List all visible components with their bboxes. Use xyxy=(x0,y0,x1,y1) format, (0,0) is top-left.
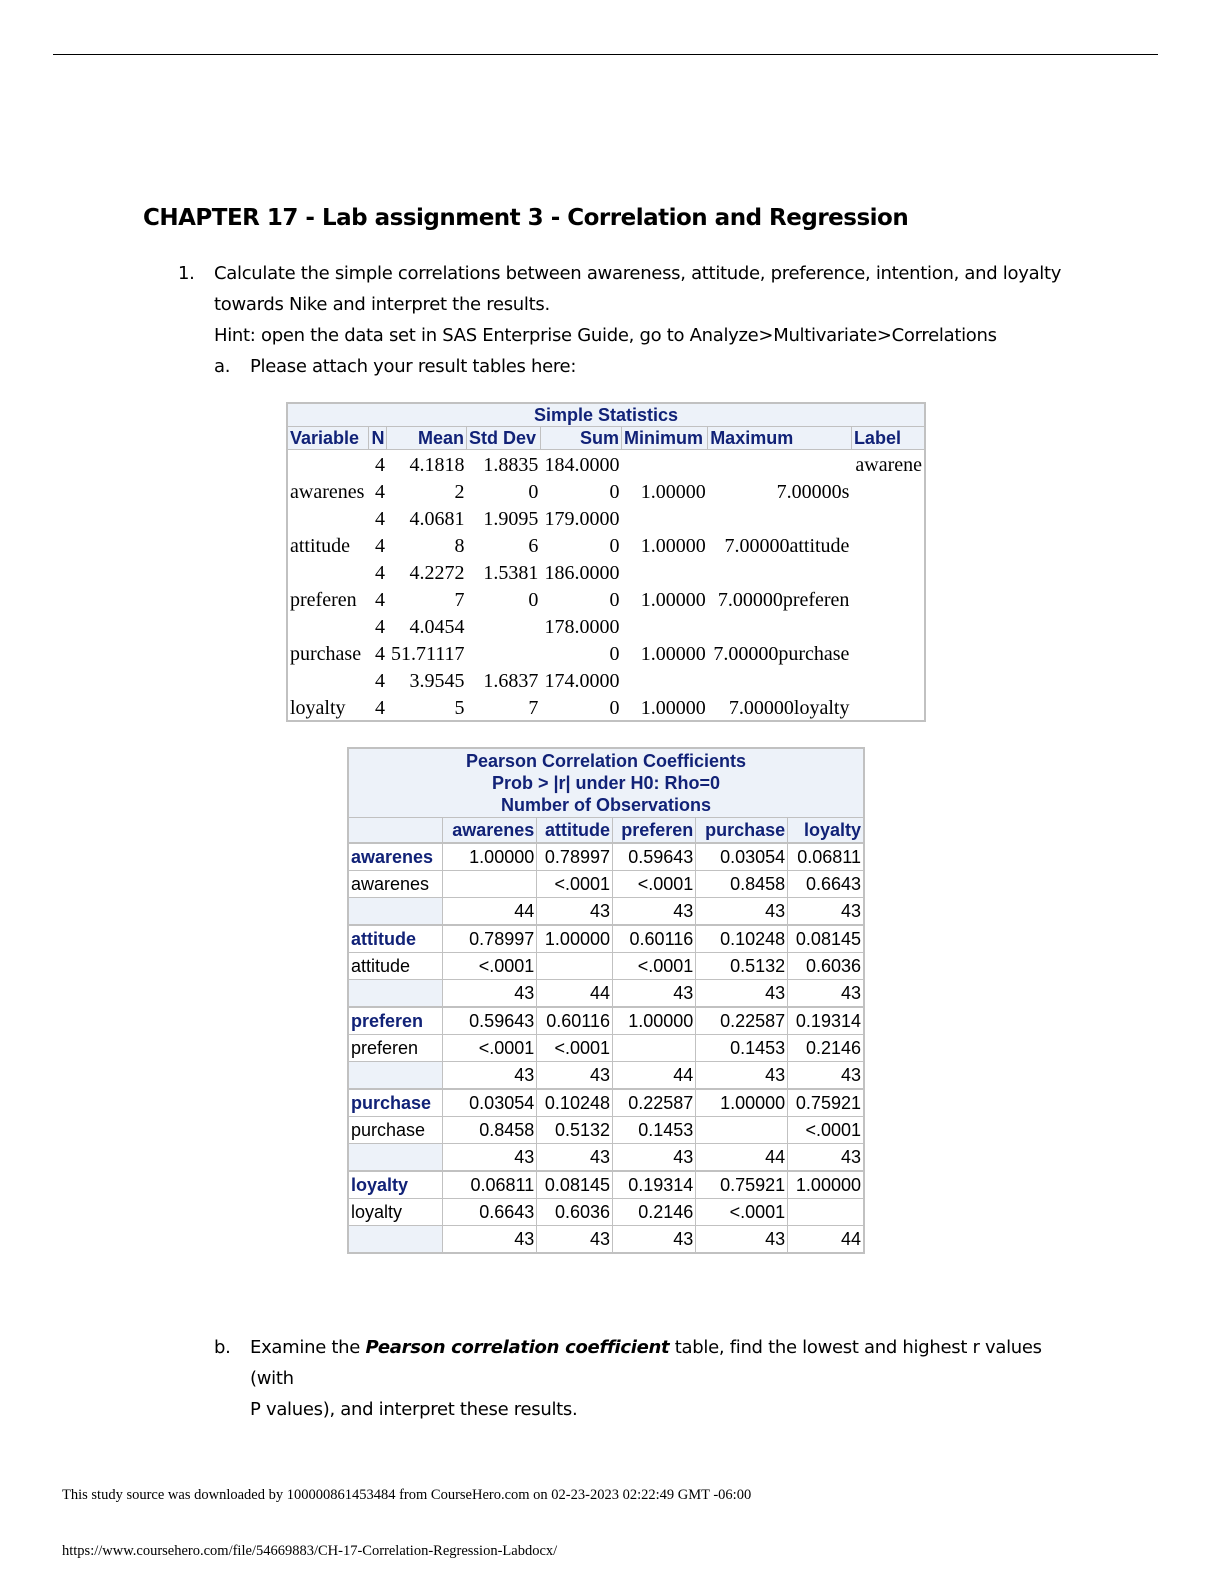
subquestion-a-letter: a. xyxy=(214,356,231,377)
simple-statistics-table xyxy=(286,402,926,722)
pearson-cell: 43 xyxy=(537,898,613,926)
pearson-cell xyxy=(537,953,613,980)
pearson-cell: <.0001 xyxy=(613,953,696,980)
simple-cell xyxy=(708,666,852,693)
simple-cell: 1.00000 xyxy=(640,589,706,611)
simple-cell: awarene xyxy=(855,454,922,476)
simple-cell xyxy=(287,450,368,478)
simple-cell: 6 xyxy=(528,535,539,557)
simple-cell: 7.00000attitude xyxy=(724,535,850,557)
pearson-cell: <.0001 xyxy=(537,1035,613,1062)
pearson-row-header: awarenes xyxy=(348,843,443,871)
pearson-cell: 0.19314 xyxy=(613,1171,696,1199)
simple-row xyxy=(287,450,925,478)
simple-cell: 1.5381 xyxy=(483,562,539,584)
pearson-col-header: attitude xyxy=(537,818,613,844)
simple-row xyxy=(287,666,925,693)
simple-cell: 0 xyxy=(609,589,620,611)
simple-col-header: Maximum xyxy=(708,427,852,450)
pearson-cell: 43 xyxy=(788,980,864,1008)
simple-row xyxy=(287,477,925,504)
pearson-row xyxy=(348,1171,864,1199)
simple-cell: 1.00000 xyxy=(640,643,706,665)
pearson-cell: 0.1453 xyxy=(613,1117,696,1144)
pearson-cell: 0.75921 xyxy=(788,1089,864,1117)
simple-cell: 178.0000 xyxy=(544,616,620,638)
pearson-cell: 44 xyxy=(788,1226,864,1254)
simple-cell: 186.0000 xyxy=(544,562,620,584)
pearson-cell: 43 xyxy=(537,1144,613,1172)
pearson-cell: 43 xyxy=(696,980,788,1008)
pearson-cell: 0.22587 xyxy=(696,1007,788,1035)
simple-col-header: Variable xyxy=(287,427,368,450)
simple-row xyxy=(287,504,925,531)
pearson-row xyxy=(348,898,864,926)
pearson-cell: 0.2146 xyxy=(788,1035,864,1062)
subquestion-b-post: table, find the lowest and highest r values (with xyxy=(250,1337,1042,1389)
simple-cell: 4 xyxy=(374,697,385,719)
question-line-1: Calculate the simple correlations between awareness, attitude, preference, intention, and loyalty xyxy=(214,263,1062,284)
simple-row xyxy=(287,612,925,639)
simple-cell: 7.00000purchase xyxy=(713,643,850,665)
simple-cell: 7.00000preferen xyxy=(717,589,850,611)
simple-col-header: Minimum xyxy=(621,427,707,450)
simple-row xyxy=(287,639,925,666)
simple-cell: 4.0681 xyxy=(409,508,465,530)
simple-cell: 4.0454 xyxy=(409,616,465,638)
pearson-cell: 0.59643 xyxy=(613,843,696,871)
pearson-cell: 0.03054 xyxy=(443,1089,537,1117)
pearson-row-header: purchase xyxy=(348,1117,443,1144)
simple-cell xyxy=(621,666,707,693)
simple-cell: 0 xyxy=(609,697,620,719)
simple-cell: loyalty xyxy=(290,697,346,719)
pearson-cell: 0.19314 xyxy=(788,1007,864,1035)
question-hint: Hint: open the data set in SAS Enterprise Guide, go to Analyze>Multivariate>Correlations xyxy=(214,325,997,346)
simple-cell: 4 xyxy=(374,535,385,557)
simple-col-header: Label xyxy=(851,427,925,450)
pearson-row xyxy=(348,1199,864,1226)
pearson-cell: 0.8458 xyxy=(696,871,788,898)
pearson-cell: 44 xyxy=(443,898,537,926)
simple-cell: 4 xyxy=(374,643,385,665)
pearson-cell: 43 xyxy=(613,898,696,926)
pearson-cell: 0.78997 xyxy=(443,925,537,953)
simple-cell xyxy=(621,450,707,478)
pearson-cell xyxy=(696,1117,788,1144)
simple-cell xyxy=(851,693,925,721)
pearson-cell: 0.08145 xyxy=(537,1171,613,1199)
simple-cell: 174.0000 xyxy=(544,670,620,692)
simple-cell: 3.9545 xyxy=(409,670,465,692)
pearson-row-header xyxy=(348,980,443,1008)
pearson-cell: 0.10248 xyxy=(537,1089,613,1117)
pearson-cell: 0.08145 xyxy=(788,925,864,953)
pearson-caption-line-1: Pearson Correlation Coefficients xyxy=(465,751,747,771)
pearson-row-header: preferen xyxy=(348,1007,443,1035)
simple-cell: purchase xyxy=(290,643,362,665)
simple-cell: 8 xyxy=(454,535,465,557)
simple-cell: 1.00000 xyxy=(640,535,706,557)
simple-cell: 184.0000 xyxy=(544,454,620,476)
pearson-row-header xyxy=(348,1144,443,1172)
pearson-cell: 0.6643 xyxy=(443,1199,537,1226)
simple-cell xyxy=(851,585,925,612)
simple-cell: 179.0000 xyxy=(544,508,620,530)
pearson-cell: 43 xyxy=(696,1226,788,1254)
simple-cell: 7 xyxy=(528,697,539,719)
simple-cell xyxy=(287,558,368,585)
pearson-cell: 0.60116 xyxy=(613,925,696,953)
simple-cell: 7.00000s xyxy=(776,481,850,503)
pearson-cell: 43 xyxy=(613,1226,696,1254)
pearson-row-header xyxy=(348,1226,443,1254)
simple-cell xyxy=(708,612,852,639)
subquestion-b-text xyxy=(250,1332,1090,1425)
pearson-caption-line-3: Number of Observations xyxy=(500,795,712,815)
pearson-cell: 0.03054 xyxy=(696,843,788,871)
pearson-cell xyxy=(788,1199,864,1226)
simple-col-header: Mean xyxy=(387,427,467,450)
simple-cell: awarenes xyxy=(290,481,365,503)
pearson-corner-cell xyxy=(348,818,443,844)
pearson-row xyxy=(348,1089,864,1117)
pearson-cell: 0.5132 xyxy=(537,1117,613,1144)
simple-cell: 4.1818 xyxy=(409,454,465,476)
simple-cell: 1.6837 xyxy=(483,670,539,692)
simple-cell xyxy=(851,612,925,639)
pearson-cell: <.0001 xyxy=(443,1035,537,1062)
pearson-cell: 43 xyxy=(788,1144,864,1172)
simple-cell: 51.71117 xyxy=(390,643,465,665)
pearson-caption-line-2: Prob > |r| under H0: Rho=0 xyxy=(491,773,721,793)
simple-cell xyxy=(287,666,368,693)
pearson-cell: 0.6036 xyxy=(788,953,864,980)
subquestion-b-pre: Examine the xyxy=(250,1337,366,1358)
simple-col-header: N xyxy=(368,427,386,450)
simple-cell: 4 xyxy=(374,454,385,476)
simple-cell xyxy=(287,504,368,531)
pearson-cell: <.0001 xyxy=(696,1199,788,1226)
pearson-cell: 43 xyxy=(443,980,537,1008)
pearson-cell: 1.00000 xyxy=(613,1007,696,1035)
simple-cell: 7 xyxy=(454,589,465,611)
pearson-cell: 0.75921 xyxy=(696,1171,788,1199)
simple-row xyxy=(287,531,925,558)
pearson-cell: 0.06811 xyxy=(443,1171,537,1199)
simple-cell xyxy=(708,558,852,585)
pearson-cell: 0.06811 xyxy=(788,843,864,871)
subquestion-a-text: Please attach your result tables here: xyxy=(250,356,577,377)
subquestion-b-line-1 xyxy=(250,1332,1090,1394)
simple-cell: 1.8835 xyxy=(483,454,539,476)
simple-col-header: Sum xyxy=(540,427,621,450)
pearson-cell xyxy=(613,1035,696,1062)
pearson-row xyxy=(348,1117,864,1144)
pearson-cell: <.0001 xyxy=(788,1117,864,1144)
pearson-col-header: purchase xyxy=(696,818,788,844)
question-text xyxy=(214,258,1094,351)
pearson-col-header: preferen xyxy=(613,818,696,844)
simple-cell xyxy=(708,504,852,531)
pearson-cell: <.0001 xyxy=(443,953,537,980)
simple-cell: 5 xyxy=(454,697,465,719)
pearson-cell: 44 xyxy=(613,1062,696,1090)
simple-cell xyxy=(851,639,925,666)
simple-cell xyxy=(851,666,925,693)
pearson-row-header: loyalty xyxy=(348,1171,443,1199)
pearson-cell: 43 xyxy=(788,898,864,926)
pearson-row xyxy=(348,1062,864,1090)
pearson-cell: 43 xyxy=(696,1062,788,1090)
pearson-cell xyxy=(443,871,537,898)
pearson-cell: 43 xyxy=(537,1226,613,1254)
simple-cell: preferen xyxy=(290,589,357,611)
simple-cell: 4 xyxy=(374,481,385,503)
subquestion-b-letter: b. xyxy=(214,1337,231,1358)
pearson-row xyxy=(348,925,864,953)
pearson-cell: 44 xyxy=(696,1144,788,1172)
pearson-row-header xyxy=(348,898,443,926)
pearson-cell: 0.1453 xyxy=(696,1035,788,1062)
pearson-row-header: awarenes xyxy=(348,871,443,898)
page-title: CHAPTER 17 - Lab assignment 3 - Correlation and Regression xyxy=(143,205,909,231)
pearson-cell: 43 xyxy=(613,980,696,1008)
simple-statistics-caption: Simple Statistics xyxy=(287,403,925,427)
pearson-cell: <.0001 xyxy=(613,871,696,898)
pearson-row-header xyxy=(348,1062,443,1090)
download-notice: This study source was downloaded by 100000861453484 from CourseHero.com on 02-23-2023 02:22:49 GMT -06:00 xyxy=(62,1487,752,1503)
pearson-cell: 0.6036 xyxy=(537,1199,613,1226)
simple-cell: 0 xyxy=(528,589,539,611)
simple-cell: 1.00000 xyxy=(640,481,706,503)
simple-cell: 4.2272 xyxy=(409,562,465,584)
simple-cell: 4 xyxy=(374,589,385,611)
pearson-row xyxy=(348,843,864,871)
simple-row xyxy=(287,585,925,612)
pearson-cell: 1.00000 xyxy=(696,1089,788,1117)
pearson-cell: 0.10248 xyxy=(696,925,788,953)
simple-cell: 4 xyxy=(374,508,385,530)
subquestion-b-emphasis: Pearson correlation coefficient xyxy=(365,1337,670,1358)
simple-cell xyxy=(851,477,925,504)
pearson-cell: 1.00000 xyxy=(788,1171,864,1199)
pearson-row xyxy=(348,1035,864,1062)
pearson-row-header: attitude xyxy=(348,925,443,953)
question-line-2: towards Nike and interpret the results. xyxy=(214,294,550,315)
pearson-cell: 43 xyxy=(788,1062,864,1090)
pearson-cell: 0.5132 xyxy=(696,953,788,980)
pearson-row xyxy=(348,953,864,980)
simple-cell: 4 xyxy=(374,562,385,584)
question-number: 1. xyxy=(178,263,195,284)
pearson-cell: 0.8458 xyxy=(443,1117,537,1144)
simple-cell: 0 xyxy=(609,535,620,557)
pearson-cell: 0.22587 xyxy=(613,1089,696,1117)
simple-cell: 1.9095 xyxy=(483,508,539,530)
pearson-cell: 43 xyxy=(443,1062,537,1090)
pearson-row xyxy=(348,980,864,1008)
simple-cell: 0 xyxy=(609,643,620,665)
simple-cell xyxy=(287,612,368,639)
simple-row xyxy=(287,558,925,585)
pearson-row xyxy=(348,1226,864,1254)
pearson-cell: 43 xyxy=(613,1144,696,1172)
pearson-cell: 0.60116 xyxy=(537,1007,613,1035)
simple-cell: 4 xyxy=(374,616,385,638)
pearson-col-header: loyalty xyxy=(788,818,864,844)
pearson-row xyxy=(348,1144,864,1172)
simple-cell xyxy=(851,504,925,531)
simple-col-header: Std Dev xyxy=(467,427,541,450)
simple-cell: 4 xyxy=(374,670,385,692)
source-url[interactable]: https://www.coursehero.com/file/54669883/CH-17-Correlation-Regression-Labdocx/ xyxy=(62,1543,558,1559)
pearson-row-header: purchase xyxy=(348,1089,443,1117)
pearson-cell: 0.2146 xyxy=(613,1199,696,1226)
simple-cell xyxy=(621,558,707,585)
simple-cell xyxy=(467,612,541,639)
simple-row xyxy=(287,693,925,721)
pearson-cell: 1.00000 xyxy=(443,843,537,871)
pearson-row-header: preferen xyxy=(348,1035,443,1062)
pearson-cell: 44 xyxy=(537,980,613,1008)
pearson-cell: 43 xyxy=(696,898,788,926)
pearson-cell: 1.00000 xyxy=(537,925,613,953)
header-rule xyxy=(53,54,1158,55)
simple-cell xyxy=(708,450,852,478)
pearson-cell: <.0001 xyxy=(537,871,613,898)
pearson-cell: 43 xyxy=(443,1226,537,1254)
simple-cell: 1.00000 xyxy=(640,697,706,719)
pearson-correlation-table xyxy=(347,747,865,1254)
pearson-row xyxy=(348,871,864,898)
simple-cell xyxy=(467,639,541,666)
pearson-cell: 43 xyxy=(537,1062,613,1090)
simple-cell: attitude xyxy=(290,535,350,557)
simple-cell xyxy=(851,531,925,558)
subquestion-b-line-2: P values), and interpret these results. xyxy=(250,1399,578,1420)
pearson-cell: 0.6643 xyxy=(788,871,864,898)
simple-cell xyxy=(851,558,925,585)
pearson-col-header: awarenes xyxy=(443,818,537,844)
simple-cell: 0 xyxy=(528,481,539,503)
pearson-cell: 43 xyxy=(443,1144,537,1172)
simple-cell: 0 xyxy=(609,481,620,503)
pearson-row-header: attitude xyxy=(348,953,443,980)
pearson-caption xyxy=(348,748,864,818)
simple-cell: 2 xyxy=(454,481,465,503)
pearson-row xyxy=(348,1007,864,1035)
pearson-cell: 0.59643 xyxy=(443,1007,537,1035)
simple-cell xyxy=(621,504,707,531)
simple-cell xyxy=(621,612,707,639)
simple-cell: 7.00000loyalty xyxy=(728,697,850,719)
pearson-cell: 0.78997 xyxy=(537,843,613,871)
pearson-row-header: loyalty xyxy=(348,1199,443,1226)
